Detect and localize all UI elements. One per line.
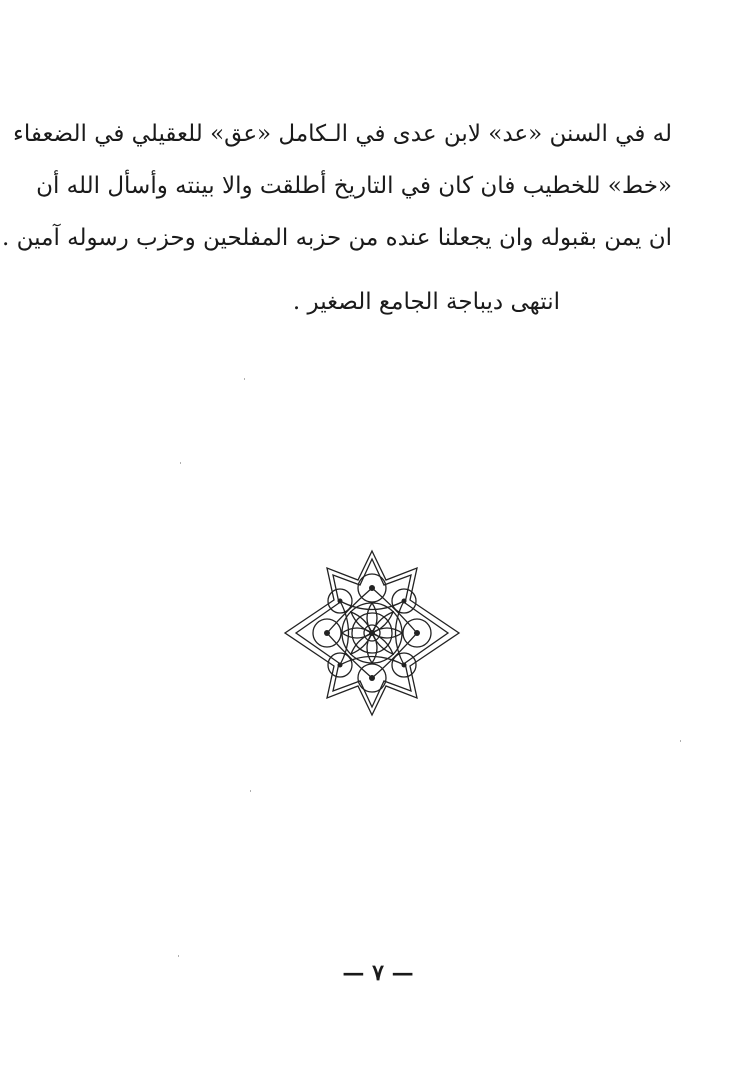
scan-speck xyxy=(244,378,245,380)
scan-speck xyxy=(178,955,179,957)
scan-speck xyxy=(180,462,181,464)
body-text xyxy=(2,108,672,264)
body-line: له في السنن «عد» لابن عدى في الـكامل «عق» للعقيلي في الضعفاء xyxy=(13,121,672,147)
scan-speck xyxy=(250,790,251,792)
body-line: ان يمن بقبوله وان يجعلنا عنده من حزبه المفلحين وحزب رسوله آمين . xyxy=(2,225,672,251)
arabesque-rosette-icon xyxy=(282,548,462,718)
body-line: «خط» للخطيب فان كان في التاريخ أطلقت والا بينته وأسأل الله أن xyxy=(36,173,672,199)
scan-speck xyxy=(680,740,681,742)
page-number: — ٧ — xyxy=(342,960,414,986)
closing-line: انتهى ديباجة الجامع الصغير . xyxy=(292,289,560,315)
